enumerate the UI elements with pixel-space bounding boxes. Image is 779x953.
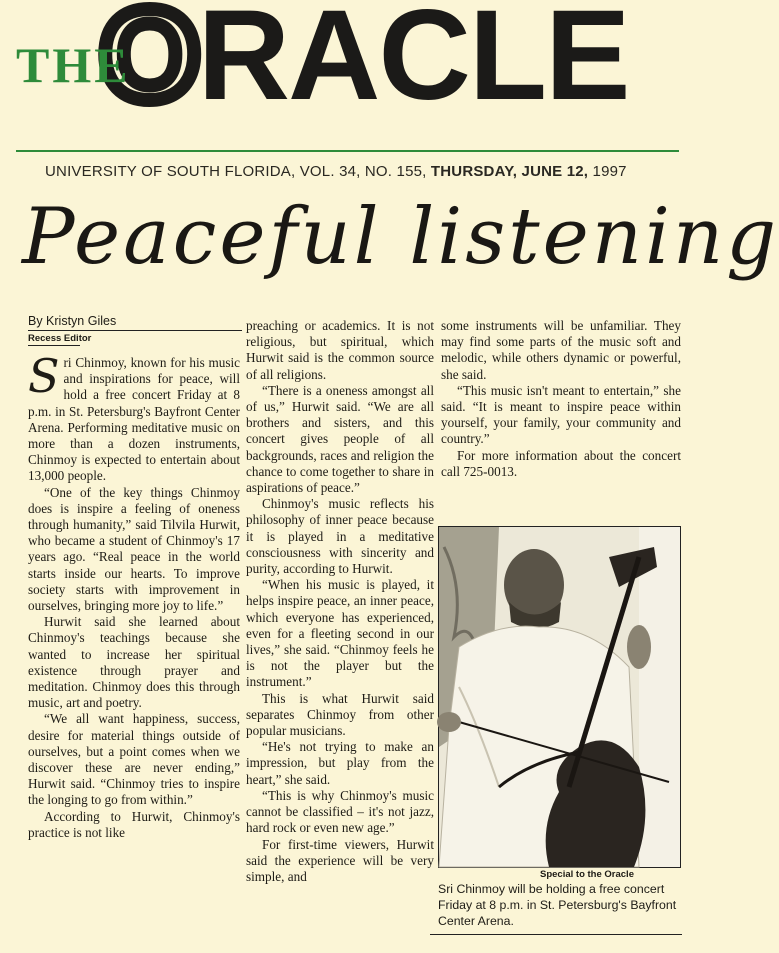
headline: Peaceful listening — [22, 192, 779, 282]
byline-role: Recess Editor — [28, 333, 92, 344]
article-column-1 — [28, 349, 240, 841]
byline: By Kristyn Giles — [28, 314, 117, 328]
article-paragraph: Sri Chinmoy, known for his music and inspirations for peace, will hold a free concert Friday at 8 p.m. in St. Petersburg's Bayfront Center Arena. Performing meditative music on more than a dozen instruments, Chinmoy is expected to entertain about 13,000 people. — [28, 349, 240, 484]
article-paragraph: Chinmoy's music reflects his philosophy of inner peace because it is played in a meditative consciousness with sincerity and purity, according to Hurwit. — [246, 496, 434, 577]
article-paragraph: “This music isn't meant to entertain,” she said. “It is meant to inspire peace within yourself, your family, your community and country.” — [441, 382, 681, 447]
article-paragraph: “One of the key things Chinmoy does is inspire a feeling of oneness through humanity,” said Tilvila Hurwit, who became a student of Chinmoy's 17 years ago. “Real peace in the world starts inside our hearts. To improve society starts with improvement in ourselves, bringing more joy to life.” — [28, 484, 240, 614]
article-paragraph: “He's not trying to make an impression, but play from the heart,” she said. — [246, 739, 434, 787]
article-paragraph: “There is a oneness amongst all of us,” Hurwit said. “We are all brothers and sisters, and this concert gives people of all backgrounds, races and religion the chance to come together to share in aspirations of peace.” — [246, 382, 434, 496]
masthead-rule — [16, 150, 679, 152]
photo-credit: Special to the Oracle — [540, 869, 634, 880]
masthead-the: THE — [16, 37, 131, 93]
masthead-oracle: ORACLE — [100, 0, 629, 127]
photo-caption: Sri Chinmoy will be holding a free concert Friday at 8 p.m. in St. Petersburg's Bayfront Center Arena. — [438, 882, 677, 928]
article-paragraph: “When his music is played, it helps inspire peace, an inner peace, which everyone has experienced, even for a fleeting second in our lives,” she said. “Chinmoy feels he is not the player but the instrument.” — [246, 577, 434, 690]
article-paragraph: Hurwit said she learned about Chinmoy's teachings because she wanted to increase her spiritual existence through prayer and meditation. Chinmoy does this through music, art and poetry. — [28, 614, 240, 711]
byline-divider — [28, 330, 242, 331]
article-paragraph: “We all want happiness, success, desire for material things outside of ourselves, but a point comes when we discover these are never ending,” Hurwit said. “Chinmoy tries to inspire the longing to go from within.” — [28, 711, 240, 808]
article-paragraph: “This is why Chinmoy's music cannot be classified – it's not jazz, hard rock or even new age.” — [246, 787, 434, 836]
article-paragraph: According to Hurwit, Chinmoy's practice is not like — [28, 808, 240, 840]
caption-divider — [430, 934, 682, 935]
cello-player-illustration — [439, 527, 680, 867]
dateline: UNIVERSITY OF SOUTH FLORIDA, VOL. 34, NO. 155, THURSDAY, JUNE 12, 1997 — [45, 163, 627, 180]
role-divider — [28, 345, 80, 346]
article-column-2 — [246, 318, 434, 885]
masthead — [0, 0, 700, 150]
photo-cellist — [438, 526, 681, 868]
article-paragraph: preaching or academics. It is not religious, but spiritual, which Hurwit said is the common source of all religions. — [246, 318, 434, 382]
drop-cap: S — [28, 349, 60, 403]
article-paragraph: For more information about the concert call 725-0013. — [441, 447, 681, 479]
article-paragraph: For first-time viewers, Hurwit said the experience will be very simple, and — [246, 836, 434, 884]
article-column-3 — [441, 318, 681, 480]
article-paragraph: some instruments will be unfamiliar. They may find some parts of the music soft and melodic, while others dynamic or powerful, she said. — [441, 318, 681, 382]
article-paragraph: This is what Hurwit said separates Chinmoy from other popular musicians. — [246, 690, 434, 739]
